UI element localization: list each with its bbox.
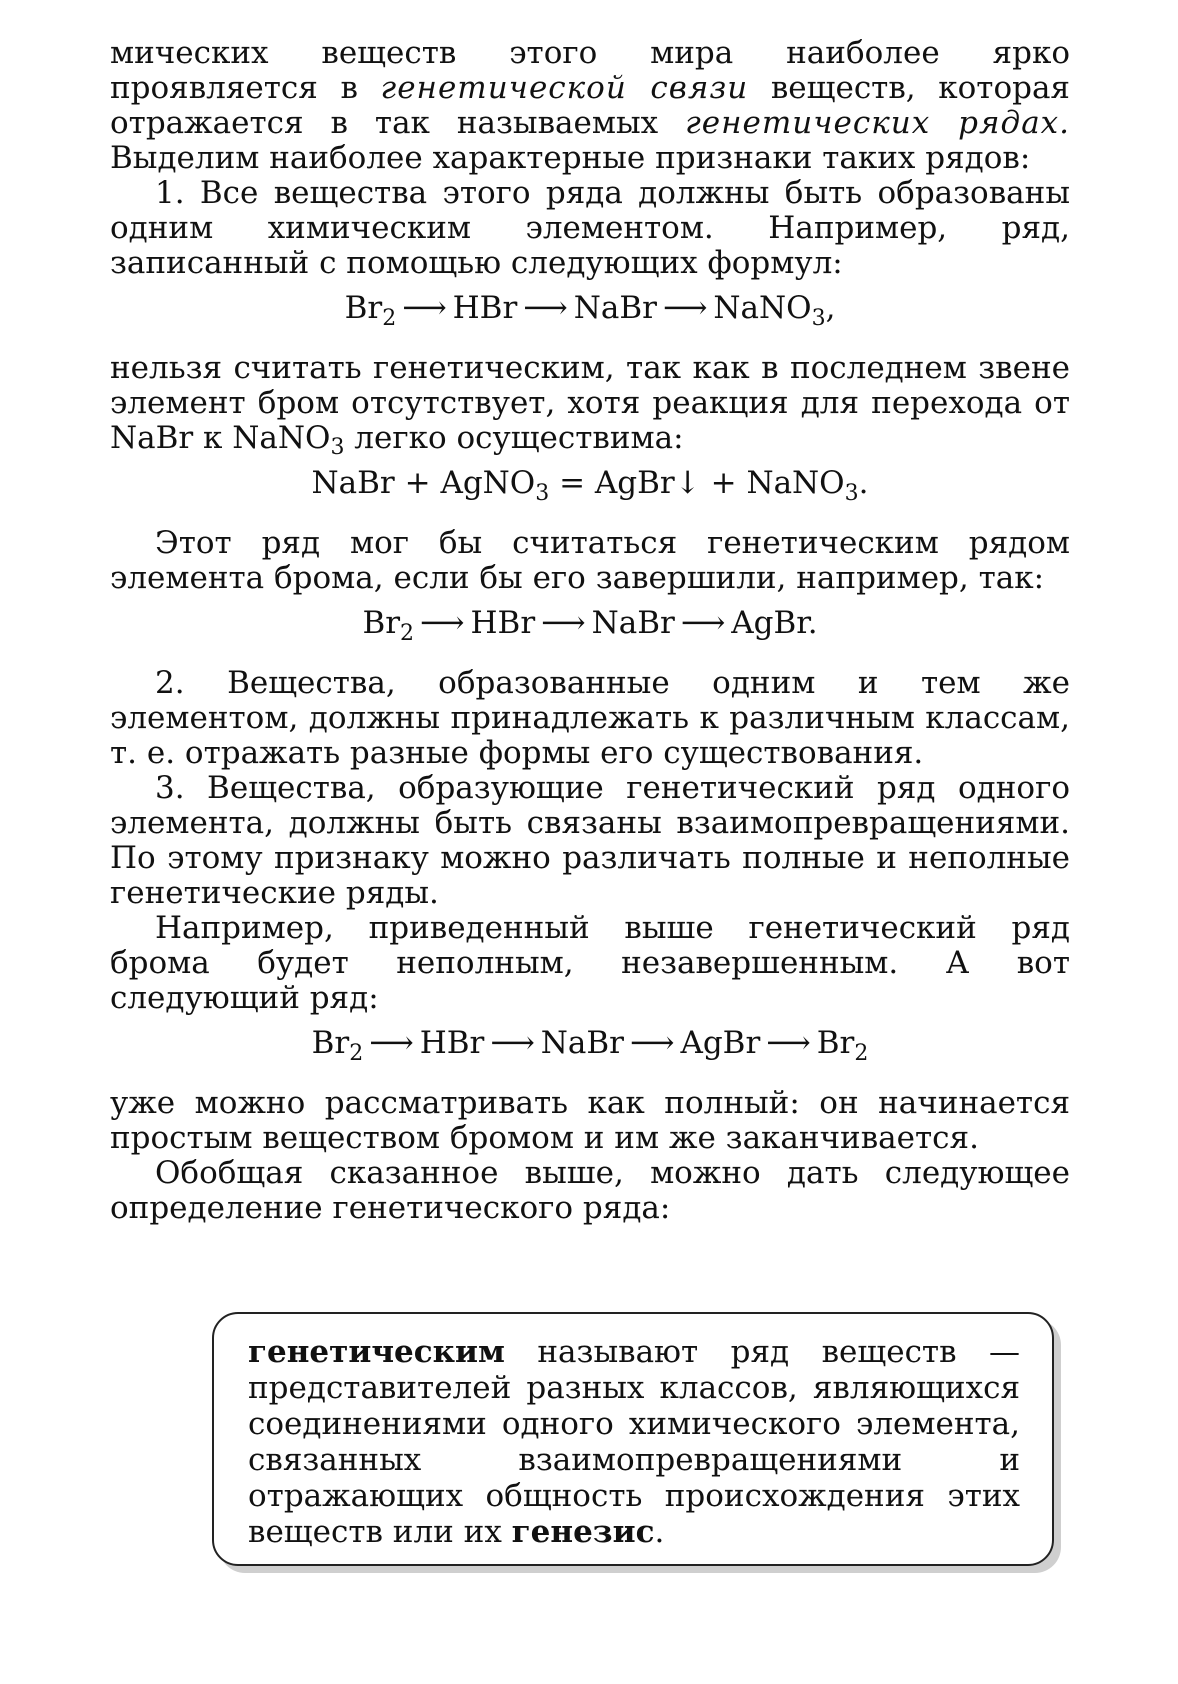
text-body: [110, 36, 1070, 1226]
paragraph-rule-2: 2. Вещества, образованные одним и тем же элементом, должны принадлежать к различным классам, т. е. отражать разные формы его существования.: [110, 665, 1070, 771]
definition-box: [212, 1312, 1054, 1566]
definition-term-genesis: генезис: [511, 1514, 655, 1550]
definition-term: генетическим: [248, 1334, 505, 1370]
paragraph-intro: мических веществ этого мира наиболее ярко проявляется в генетической связи веществ, которая отражается в так называемых генетических рядах. Выделим наиболее характерные признаки таких рядов:: [110, 35, 1071, 176]
paragraph-summary: Обобщая сказанное выше, можно дать следующее определение генетического ряда:: [110, 1155, 1070, 1226]
formula-bromine-series-full: $Br_2$ ⟶ HBr ⟶ NaBr ⟶ AgBr ⟶ $Br_2$: [311, 1025, 869, 1066]
paragraph-not-genetic: нельзя считать генетическим, так как в последнем звене элемент бром отсутствует, хотя реакция для перехода от NaBr к NaNO$_3$ легко осуществима:: [110, 350, 1070, 460]
formula-reaction: NaBr + AgNO$_3$ = AgBr↓ + NaNO$_3$.: [311, 465, 869, 506]
paragraph-completed-series: Этот ряд мог бы считаться генетическим рядом элемента брома, если бы его завершили, например, так:: [110, 525, 1070, 596]
paragraph-full-series: уже можно рассматривать как полный: он начинается простым веществом бромом и им же заканчивается.: [110, 1085, 1070, 1156]
definition-text: генетическим называют ряд веществ — представителей разных классов, являющихся соединениями одного химического элемента, связанных взаимопревращениями и отражающих общность происхождения этих веществ или их генезис.: [248, 1334, 1020, 1550]
term-genetic-link: генетической связи: [380, 70, 749, 106]
paragraph-rule-3: 3. Вещества, образующие генетический ряд одного элемента, должны быть связаны взаимопревращениями. По этому признаку можно различать полные и неполные генетические ряды.: [110, 770, 1070, 911]
formula-bromine-series-1: $Br_2$ ⟶ HBr ⟶ NaBr ⟶ NaNO$_3$,: [344, 290, 836, 331]
formula-bromine-series-2: $Br_2$ ⟶ HBr ⟶ NaBr ⟶ AgBr.: [362, 605, 818, 646]
paragraph-example: Например, приведенный выше генетический ряд брома будет неполным, незавершенным. А вот следующий ряд:: [110, 910, 1070, 1016]
paragraph-rule-1: 1. Все вещества этого ряда должны быть образованы одним химическим элементом. Например, ряд, записанный с помощью следующих формул:: [110, 175, 1070, 281]
term-genetic-series: генетических рядах.: [685, 105, 1071, 141]
